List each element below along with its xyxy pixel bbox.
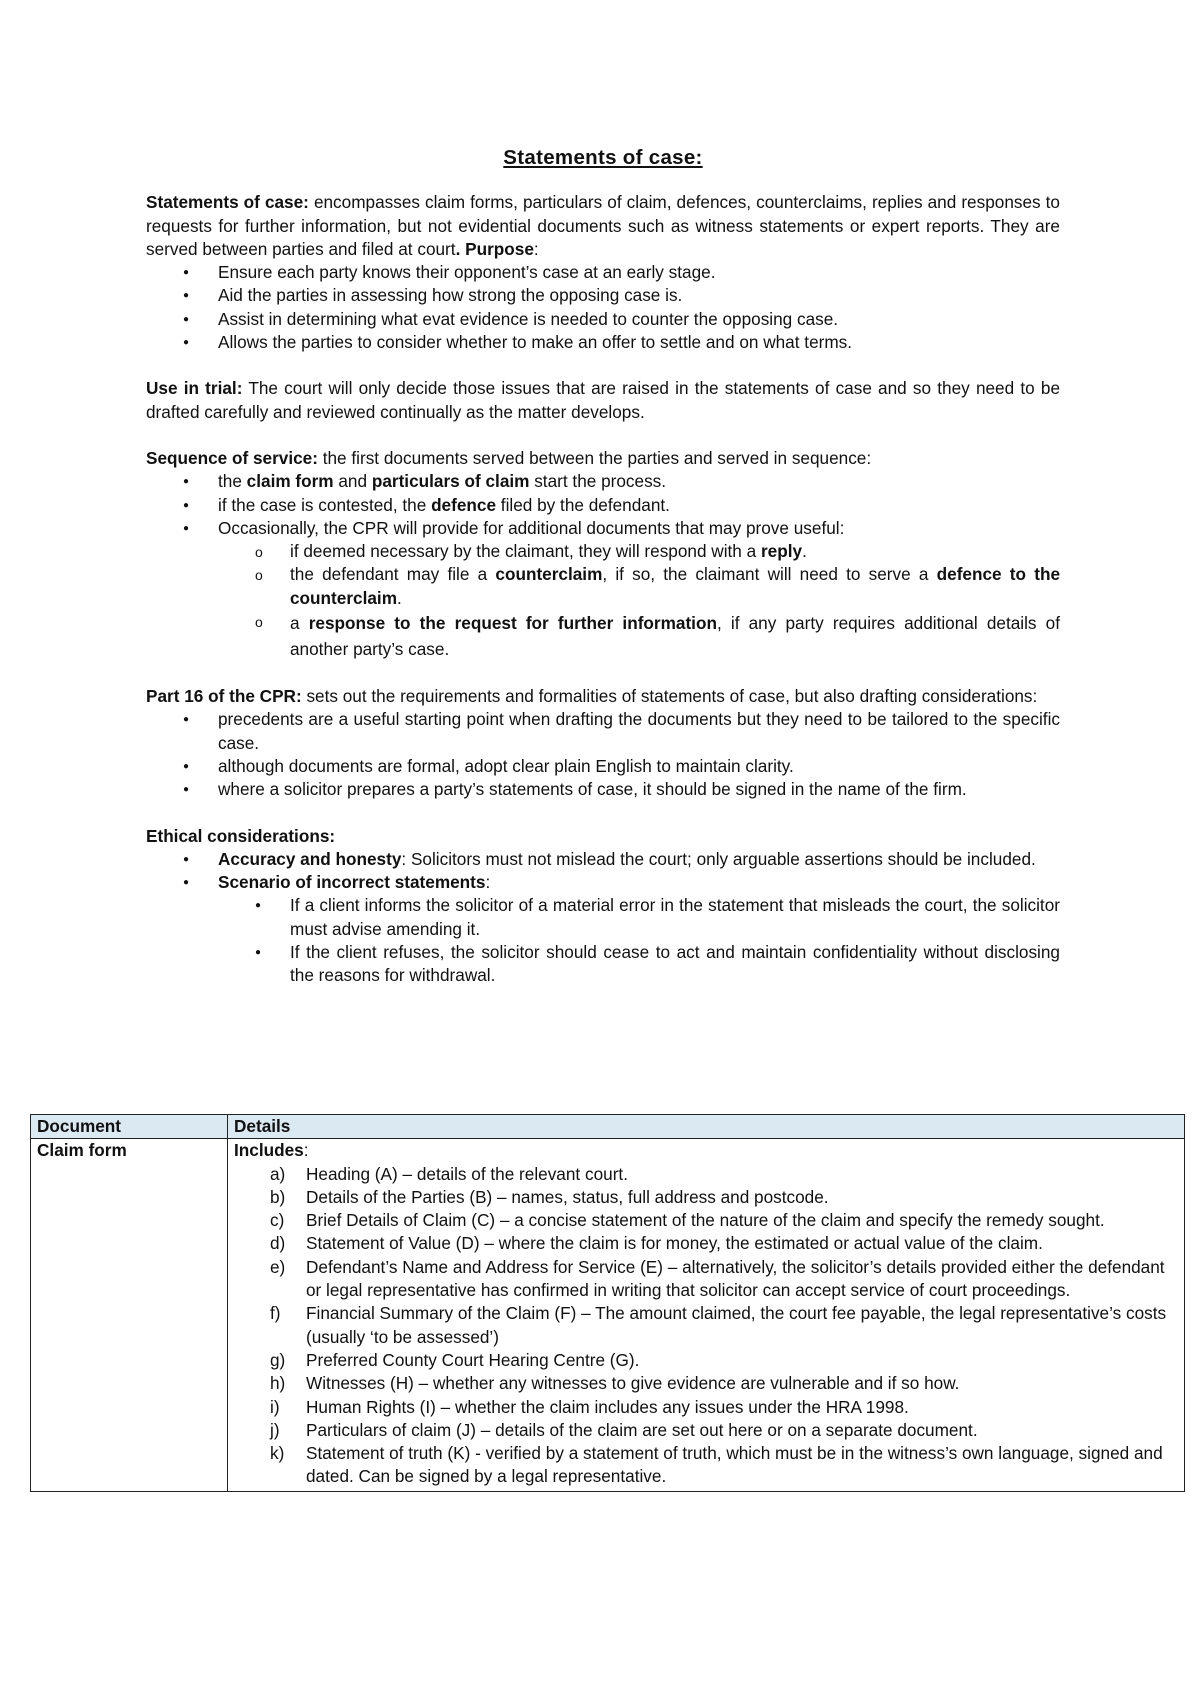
purpose-colon: : [533,238,539,259]
list-item: ● Assist in determining what evat evidence is needed to counter the opposing case. [218,308,1060,331]
ethics-heading [146,825,1060,848]
includes-label: Includes [234,1140,304,1161]
ethics-list [146,848,1060,988]
sub-list-item [290,540,1060,563]
list-item [270,1209,1178,1232]
item-text: Statement of Value (D) – where the claim is for money, the estimated or actual value of the claim. [306,1233,1043,1254]
ethics-heading-text: Ethical considerations: [146,825,336,846]
column-header-document: Document [31,1115,228,1139]
column-header-details: Details [228,1115,1185,1139]
text: . [396,587,402,608]
list-item [218,848,1060,871]
list-item: ● although documents are formal, adopt clear plain English to maintain clarity. [218,755,1060,778]
list-item: ● where a solicitor prepares a party’s statements of case, it should be signed in the name of the firm. [218,778,1060,801]
intro-lead: Statements of case: [146,192,309,213]
part16-paragraph [146,685,1060,708]
item-text: Heading (A) – details of the relevant court. [306,1163,628,1184]
text: , if so, the claimant will need to serve a [602,564,937,585]
text: start the process. [529,471,667,492]
sub-list [218,540,1060,662]
part16-list [146,708,1060,801]
item-text: Financial Summary of the Claim (F) – The amount claimed, the court fee payable, the legal representative’s costs (usually ‘to be assessed’) [306,1303,1167,1347]
text: : [303,1140,309,1161]
sub-list-item: ● If a client informs the solicitor of a material error in the statement that misleads the court, the solicitor must advise amending it. [290,894,1060,941]
part16-lead: Part 16 of the CPR: [146,686,302,707]
text: filed by the defendant. [496,494,670,515]
table-header-row [31,1115,1185,1139]
text: the defendant may file a [290,564,496,585]
text: a [290,613,309,634]
list-item [270,1419,1178,1442]
item-label: c) [270,1210,285,1231]
text: and [333,471,372,492]
use-in-trial-body: The court will only decide those issues that are raised in the statements of case and so they need to be drafted carefully and reviewed continually as the matter develops. [146,378,1061,422]
intro-paragraph [146,191,1060,261]
list-item [270,1256,1178,1303]
sub-list [218,894,1060,987]
item-label: e) [270,1256,286,1277]
list-item [218,494,1060,517]
list-item [270,1442,1178,1489]
intro-body: encompasses claim forms, particulars of claim, defences, counterclaims, replies and responses to requests for further information, but not evidential documents such as witness statements or expert reports. They are served between parties and filed at court [146,192,1060,259]
item-label: g) [270,1349,286,1370]
row-label-claim-form: Claim form [31,1139,228,1491]
claim-form-term: claim form [246,471,334,492]
list-item: ● Aid the parties in assessing how strong the opposing case is. [218,284,1060,307]
list-item: ● Ensure each party knows their opponent’s case at an early stage. [218,261,1060,284]
list-item [270,1372,1178,1395]
item-text: Particulars of claim (J) – details of the claim are set out here or on a separate document. [306,1419,978,1440]
scenario-term: Scenario of incorrect statements [218,872,486,893]
item-text: Statement of truth (K) - verified by a statement of truth, which must be in the witness’s own language, signed and dated. Can be signed by a legal representative. [306,1443,1163,1487]
text: if deemed necessary by the claimant, they will respond with a [290,541,761,562]
reply-term: reply [760,541,803,562]
item-label: f) [270,1303,281,1324]
table-row [31,1139,1185,1491]
item-text: Human Rights (I) – whether the claim includes any issues under the HRA 1998. [306,1396,909,1417]
item-label: b) [270,1186,286,1207]
text: : [485,872,491,893]
item-label: k) [270,1443,285,1464]
item-label: h) [270,1373,286,1394]
item-text: Witnesses (H) – whether any witnesses to give evidence are vulnerable and if so how. [306,1373,960,1394]
sub-list-item [290,563,1060,610]
page-title: Statements of case: [503,146,703,169]
list-item: ● Allows the parties to consider whether to make an offer to settle and on what terms. [218,331,1060,354]
text: Occasionally, the CPR will provide for additional documents that may prove useful: [218,517,845,538]
text: . [802,541,807,562]
sub-list-item: ● If the client refuses, the solicitor should cease to act and maintain confidentiality without disclosing the reasons for withdrawal. [290,941,1060,988]
includes-line [234,1139,1178,1162]
sub-list-item [290,610,1060,662]
list-item [270,1302,1178,1349]
list-item: ● precedents are a useful starting point when drafting the documents but they need to be tailored to the specific case. [218,708,1060,755]
item-text: Brief Details of Claim (C) – a concise statement of the nature of the claim and specify the remedy sought. [306,1210,1105,1231]
document-body [146,146,1060,988]
text: if the case is contested, the [218,494,432,515]
item-label: j) [270,1419,280,1440]
list-item [218,470,1060,493]
use-in-trial-lead: Use in trial: [146,378,243,399]
list-item [270,1186,1178,1209]
item-text: Defendant’s Name and Address for Service (E) – alternatively, the solicitor’s details provided either the defendant or legal representative has confirmed in writing that solicitor can accept service of court proceedings. [306,1256,1165,1301]
accuracy-term: Accuracy and honesty [218,848,402,869]
list-item [270,1349,1178,1372]
defence-term: defence [431,494,497,515]
purpose-label: . Purpose [455,238,534,259]
counterclaim-term: counterclaim [495,564,603,585]
item-label: d) [270,1233,286,1254]
list-item [270,1396,1178,1419]
documents-table [30,1114,1185,1492]
list-item [218,871,1060,987]
use-in-trial-paragraph [146,377,1060,424]
text: the [218,471,247,492]
list-item [218,517,1060,662]
list-item [270,1163,1178,1186]
item-text: Details of the Parties (B) – names, status, full address and postcode. [306,1186,829,1207]
item-text: Preferred County Court Hearing Centre (G). [306,1349,640,1370]
list-item [270,1232,1178,1255]
particulars-term: particulars of claim [371,471,530,492]
text: , if any party requires additional details of another party’s case. [290,613,1060,660]
part16-body: sets out the requirements and formalities of statements of case, but also drafting considerations: [301,686,1038,707]
sequence-paragraph [146,447,1060,470]
details-cell [228,1139,1185,1491]
sequence-list [146,470,1060,662]
claim-form-items [234,1163,1178,1491]
sequence-body: the first documents served between the parties and served in sequence: [317,447,872,468]
text: : Solicitors must not mislead the court; only arguable assertions should be included. [401,848,1036,869]
purpose-list [146,261,1060,354]
item-label: i) [270,1396,280,1417]
sequence-lead: Sequence of service: [146,447,318,468]
defence-to-counterclaim-term: defence to the counterclaim [290,564,1061,608]
response-term: response to the request for further information [308,613,717,634]
item-label: a) [270,1163,286,1184]
